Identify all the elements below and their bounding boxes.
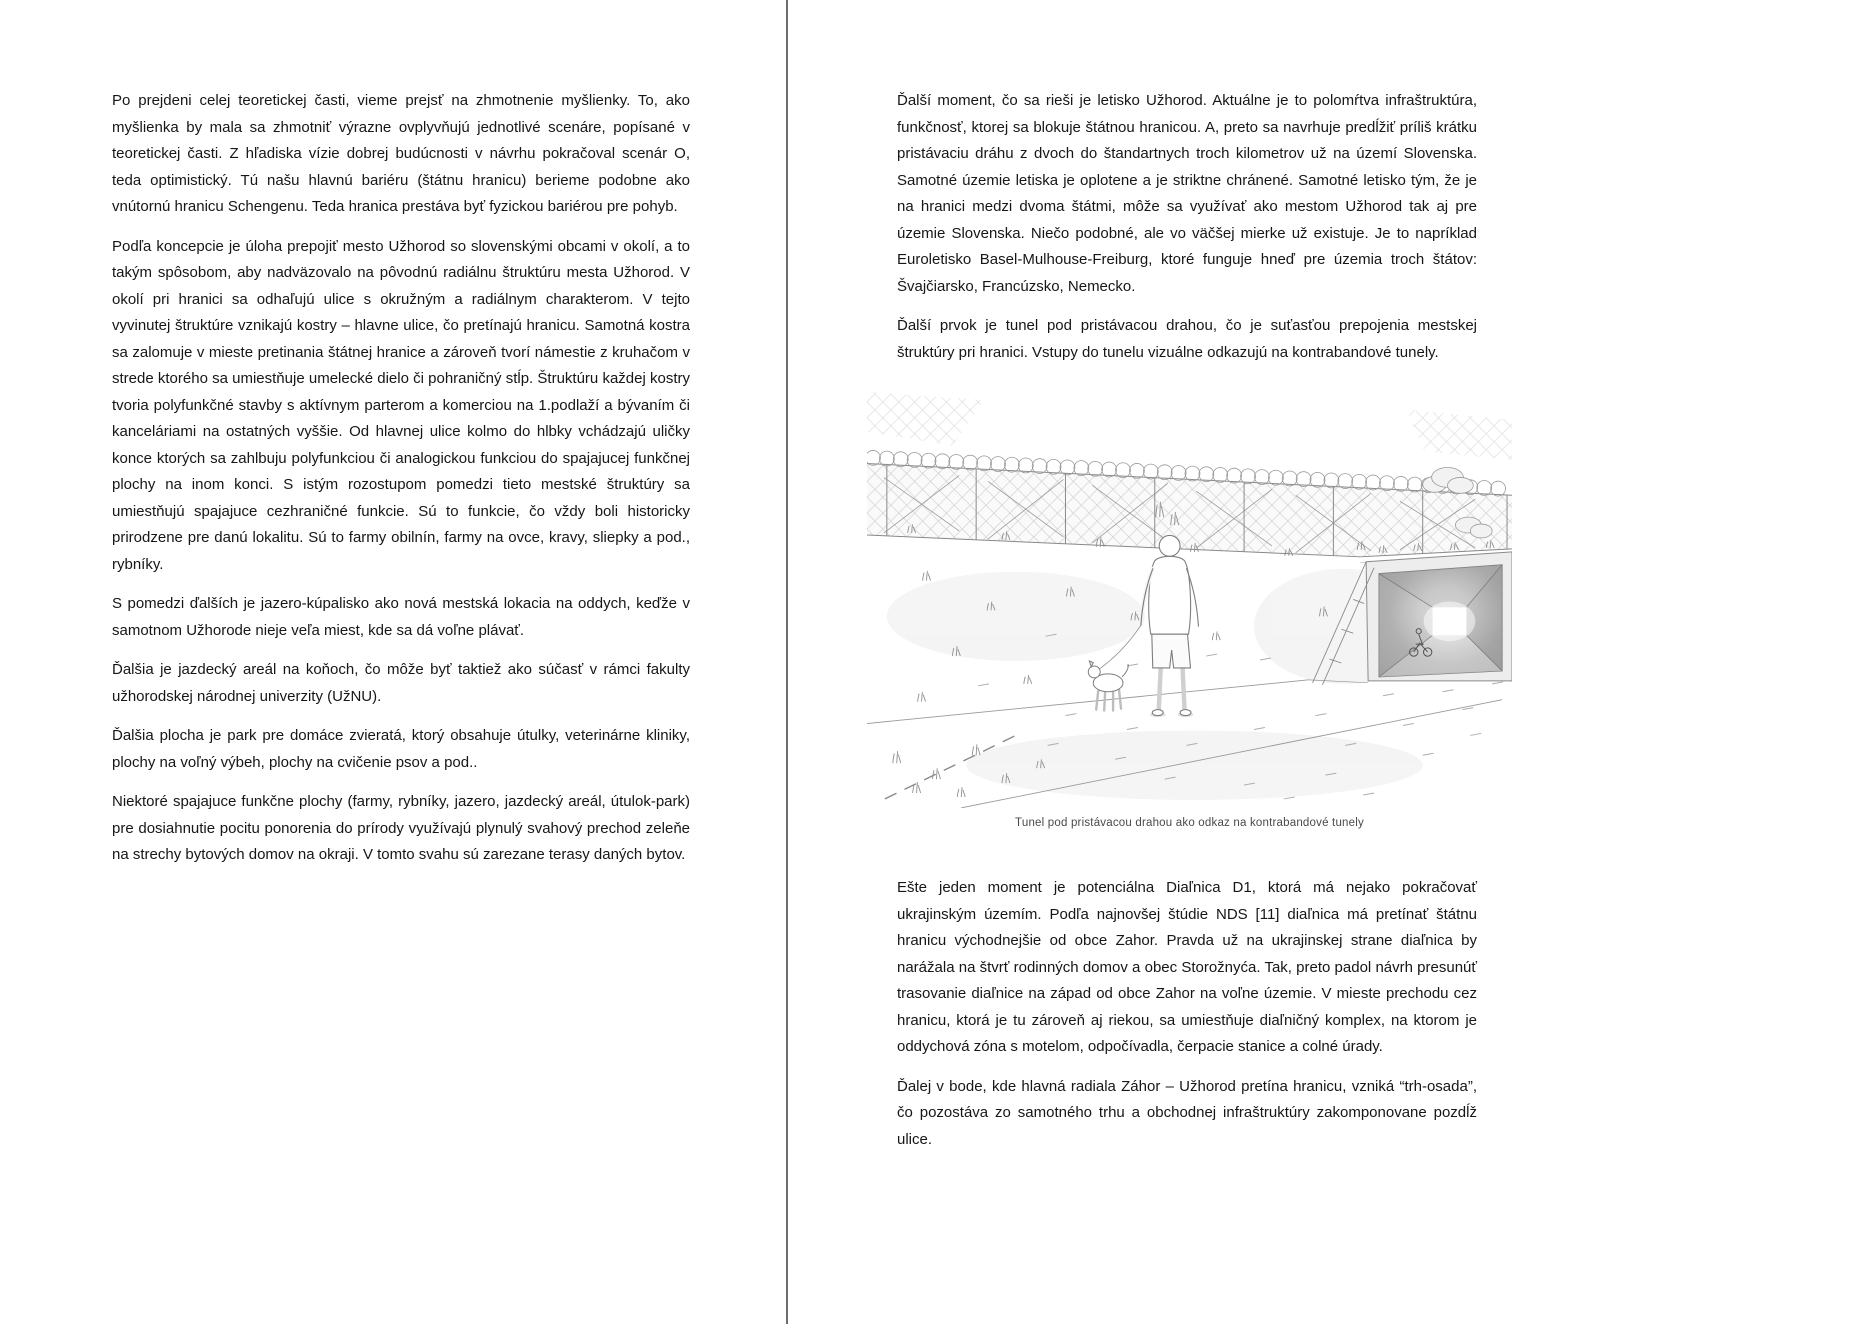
figure-caption: Tunel pod pristávacou drahou ako odkaz na kontrabandové tunely xyxy=(1015,817,1364,829)
paragraph: Ďalšia je jazdecký areál na koňoch, čo môže byť taktiež ako súčasť v rámci fakulty užhorodskej národnej univerzity (UžNU). xyxy=(112,661,690,705)
paragraph: S pomedzi ďalších je jazero-kúpalisko ako nová mestská lokacia na oddych, keďže v samotnom Užhorode nieje veľa miest, kde sa dá voľne plávať. xyxy=(112,595,690,639)
paragraph: Ďalší moment, čo sa rieši je letisko Užhorod. Aktuálne je to polomŕtva infraštruktúra, funkčnosť, ktorej sa blokuje štátnou hranicou. A, preto sa navrhuje predĺžiť príliš krátku pristávaciu dráhu z dvoch do štandartnych troch kilometrov už na území Slovenska. Samotné územie letiska je oplotene a je striktne chránené. Samotné letisko tým, že je na hranici medzi dvoma štátmi, môže sa využívať ako mestom Užhorod tak aj pre územie Slovenska. Niečo podobné, ale vo väčšej mierke už existuje. Je to napríklad Euroletisko Basel-Mulhouse-Freiburg, ktoré funguje hneď pre územia troch štátov: Švajčiarsko, Francúzsko, Nemecko. xyxy=(897,92,1477,295)
paragraph: Ďalší prvok je tunel pod pristávacou drahou, čo je suťasťou prepojenia mestskej štruktúry pri hranici. Vstupy do tunelu vizuálne odkazujú na kontrabandové tunely. xyxy=(897,317,1477,361)
paragraph: Ešte jeden moment je potenciálna Diaľnica D1, ktorá má nejako pokračovať ukrajinským územím. Podľa najnovšej štúdie NDS [11] diaľnica má pretínať štátnu hranicu východnejšie od obce Zahor. Pravda už na ukrajinskej strane diaľnica by narážala na štvrť rodinných domov a obec Storožnyća. Tak, preto padol návrh presunúť trasovanie diaľnice na západ od obce Zahor na voľne územie. V mieste prechodu cez hranicu, ktorá je tu zároveň aj riekou, sa umiestňuje diaľničný komplex, na ktorom je oddychová zóna s motelom, odpočívadla, čerpacie stanice a colné úrady. xyxy=(897,879,1477,1055)
page-left xyxy=(112,88,690,882)
border-fence xyxy=(867,450,1512,556)
tunnel-illustration xyxy=(867,386,1512,808)
tunnel-figure xyxy=(867,386,1512,829)
paragraph: Ďalšia plocha je park pre domáce zvieratá, ktorý obsahuje útulky, veterinárne kliniky, plochy na voľný výbeh, plochy na cvičenie psov a pod.. xyxy=(112,727,690,771)
vegetation-hatch xyxy=(867,392,1512,459)
paragraph: Niektoré spajajuce funkčne plochy (farmy, rybníky, jazero, jazdecký areál, útulok-park) pre dosiahnutie pocitu ponorenia do prírody využívajú plynulý svahový prechod zeleňe na strechy bytových domov na okraji. V tomto svahu sú zarezane terasy daných bytov. xyxy=(112,793,690,863)
paragraph: Ďalej v bode, kde hlavná radiala Záhor – Užhorod pretína hranicu, vzniká “trh-osada”, čo pozostáva zo samotného trhu a obchodnej infraštruktúry zakomponovane pozdĺž ulice. xyxy=(897,1077,1477,1148)
page-right xyxy=(897,88,1477,1166)
paragraph: Po prejdeni celej teoretickej časti, vieme prejsť na zhmotnenie myšlienky. To, ako myšlienka by mala sa zhmotniť výrazne ovplyvňujú jednotlivé scenáre, popísané v teoretickej časti. Z hľadiska vízie dobrej budúcnosti v návrhu pokračoval scenár O, teda optimistický. Tú našu hlavnú bariéru (štátnu hranicu) berieme podobne ako vnútornú hranicu Schengenu. Teda hranica prestáva byť fyzickou bariérou pre pohyb. xyxy=(112,92,690,215)
tunnel-exit-light xyxy=(1433,607,1467,635)
dog xyxy=(1088,661,1128,711)
person xyxy=(1141,535,1199,715)
page-divider xyxy=(786,0,788,1324)
paragraph: Podľa koncepcie je úloha prepojiť mesto Užhorod so slovenskými obcami v okolí, a to takým spôsobom, aby nadväzovalo na pôvodnú radiálnu štruktúru mesta Užhorod. V okolí pri hranici sa odhaľujú ulice s okružným a radiálnym charakterom. V tejto vyvinutej štruktúre vznikajú kostry – hlavne ulice, čo pretínajú hranicu. Samotná kostra sa zalomuje v mieste pretinania štátnej hranice a zároveň tvorí námestie z kruhačom v strede ktorého sa umiestňuje umelecké dielo či pohraničný stĺp. Štruktúru každej kostry tvoria polyfunkčné stavby s aktívnym parterom a komerciou na 1.podlaží a bývaním či kanceláriami na ostatných vyššie. Od hlavnej ulice kolmo do hlbky vchádzajú uličky konce ktorých sa zahlbuju polyfunkciou či analogickou funkciou do spajajucej funkčnej plochy na inom konci. S istým rozostupom pomedzi tieto mestské štruktúry sa umiestňujú spajajuce cezhraničné funkcie. Sú to funkcie, čo vždy boli historicky prirodzene pre danú lokalitu. Sú to farmy obilnín, farmy na ovce, kravy, sliepky a pod., rybníky. xyxy=(112,237,690,573)
